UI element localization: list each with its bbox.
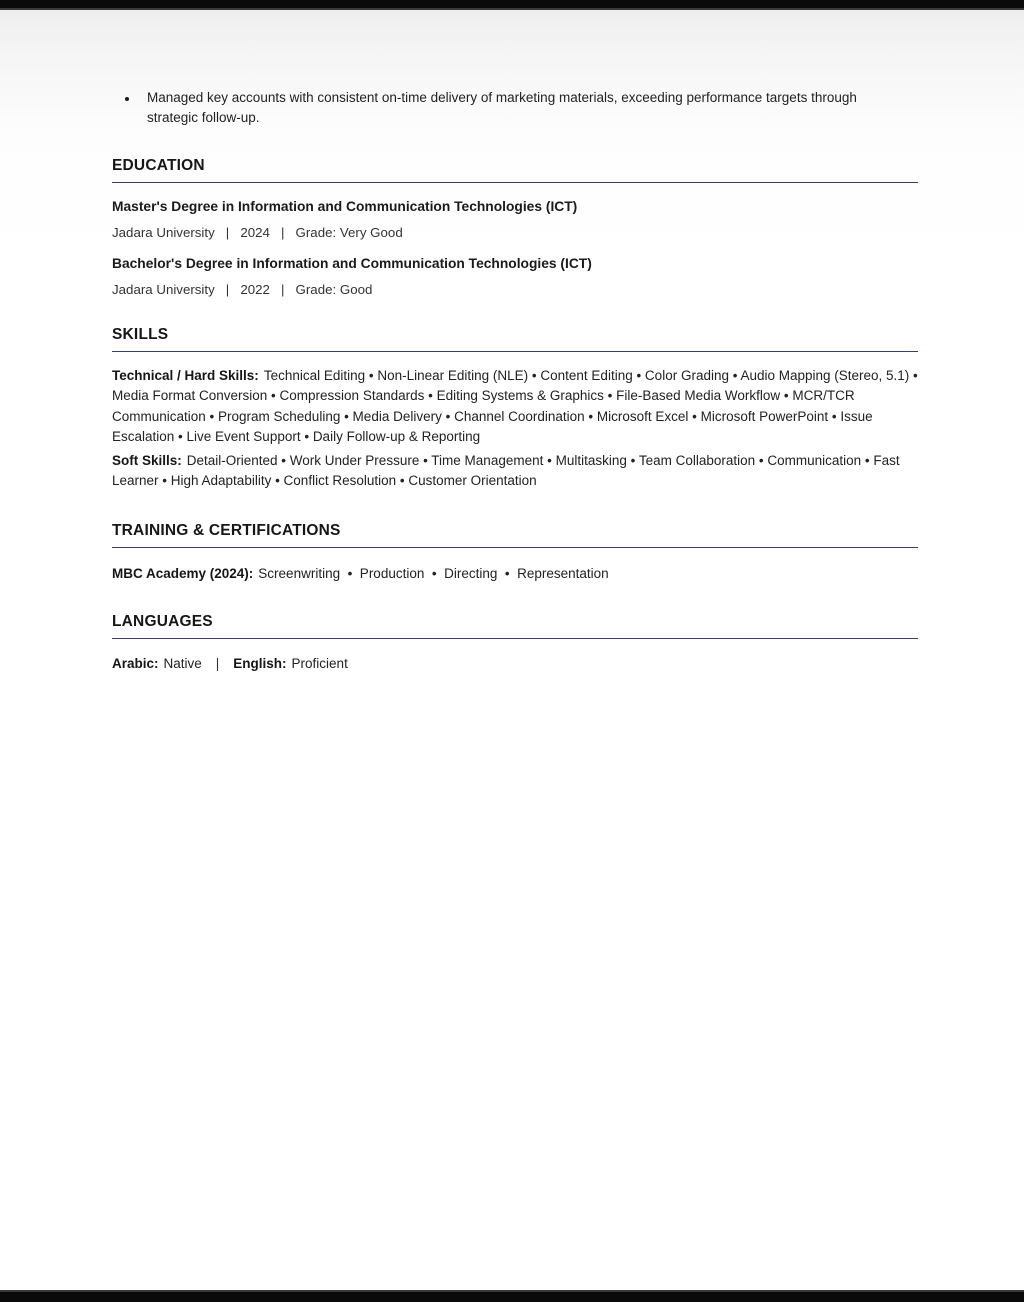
english-label: English: — [233, 655, 287, 671]
education-entry-degree: Bachelor's Degree in Information and Communication Technologies (ICT) — [112, 256, 592, 271]
hard-skills-paragraph — [112, 366, 918, 447]
soft-skills-text: Detail-Oriented • Work Under Pressure • Time Management • Multitasking • Team Collaboration • Communication • Fast Learner • High Adaptability • Conflict Resolution • Customer Orientation — [112, 453, 900, 489]
section-heading-skills: SKILLS — [112, 326, 169, 343]
hard-skills-label: Technical / Hard Skills: — [112, 368, 259, 383]
experience-bullet-list — [139, 88, 910, 128]
languages-rule — [112, 638, 918, 639]
training-entry — [112, 564, 918, 584]
scan-edge-top — [0, 0, 1024, 10]
arabic-value: Native — [163, 655, 202, 671]
section-heading-training: TRAINING & CERTIFICATIONS — [112, 521, 341, 539]
training-entry-text: Screenwriting • Production • Directing • Representation — [258, 565, 609, 581]
resume-content — [112, 88, 918, 674]
english-value: Proficient — [291, 655, 348, 671]
experience-bullet-item: • Managed key accounts with consistent on-time delivery of marketing materials, exceeding performance targets through strategic follow-up. — [139, 88, 910, 128]
education-entry-details: Jadara University | 2024 | Grade: Very Good — [112, 225, 403, 240]
hard-skills-text: Technical Editing • Non-Linear Editing (NLE) • Content Editing • Color Grading • Audio Mapping (Stereo, 5.1) • Media Format Conversion • Compression Standards • Editing Systems & Graphics • File-Based Media Workflow • MCR/TCR Communication • Program Scheduling • Media Delivery • Channel Coordination • Microsoft Excel • Microsoft PowerPoint • Issue Escalation • Live Event Support • Daily Follow-up & Reporting — [112, 368, 918, 444]
section-heading-education: EDUCATION — [112, 157, 205, 174]
training-entry-label: MBC Academy (2024): — [112, 565, 254, 581]
section-heading-languages: LANGUAGES — [112, 612, 213, 630]
arabic-label: Arabic: — [112, 655, 159, 671]
education-entry-degree: Master's Degree in Information and Communication Technologies (ICT) — [112, 199, 578, 214]
language-separator: | — [215, 655, 220, 671]
education-rule — [112, 182, 918, 183]
training-rule — [112, 547, 918, 548]
education-entry-details: Jadara University | 2022 | Grade: Good — [112, 282, 373, 297]
soft-skills-label: Soft Skills: — [112, 453, 182, 469]
scan-edge-bottom — [0, 1290, 1024, 1302]
soft-skills-paragraph — [112, 451, 918, 492]
skills-rule — [112, 351, 918, 352]
languages-line — [112, 654, 918, 674]
